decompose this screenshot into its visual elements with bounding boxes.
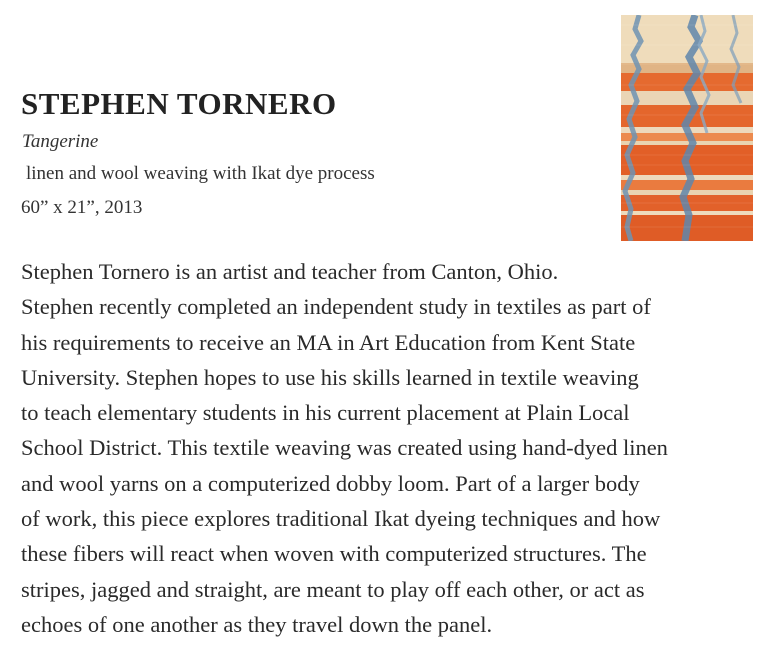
artwork-dimensions: 60” x 21”, 2013 <box>21 197 143 218</box>
artwork-medium: linen and wool weaving with Ikat dye process <box>26 163 375 184</box>
bio-line: Stephen Tornero is an artist and teacher from Canton, Ohio. <box>21 259 559 284</box>
bio-line: these fibers will react when woven with computerized structures. The <box>21 541 647 567</box>
woven-textile-image <box>621 15 753 241</box>
bio-line: stripes, jagged and straight, are meant to play off each other, or act as <box>21 576 645 602</box>
bio-line: his requirements to receive an MA in Art Education from Kent State <box>21 329 636 355</box>
bio-line: echoes of one another as they travel down the panel. <box>21 611 493 637</box>
artist-name: STEPHEN TORNERO <box>21 86 337 121</box>
artist-bio <box>21 254 756 642</box>
bio-line: University. Stephen hopes to use his skills learned in textile weaving <box>21 364 639 390</box>
cropped-previous-text <box>0 0 769 6</box>
bio-line: to teach elementary students in his current placement at Plain Local <box>21 400 630 426</box>
bio-line: and wool yarns on a computerized dobby loom. Part of a larger body <box>21 470 640 496</box>
bio-line: Stephen recently completed an independent study in textiles as part of <box>21 294 651 320</box>
artwork-title: Tangerine <box>22 131 99 152</box>
bio-line: School District. This textile weaving was created using hand-dyed linen <box>21 435 668 461</box>
bio-line: of work, this piece explores traditional Ikat dyeing techniques and how <box>21 506 661 532</box>
